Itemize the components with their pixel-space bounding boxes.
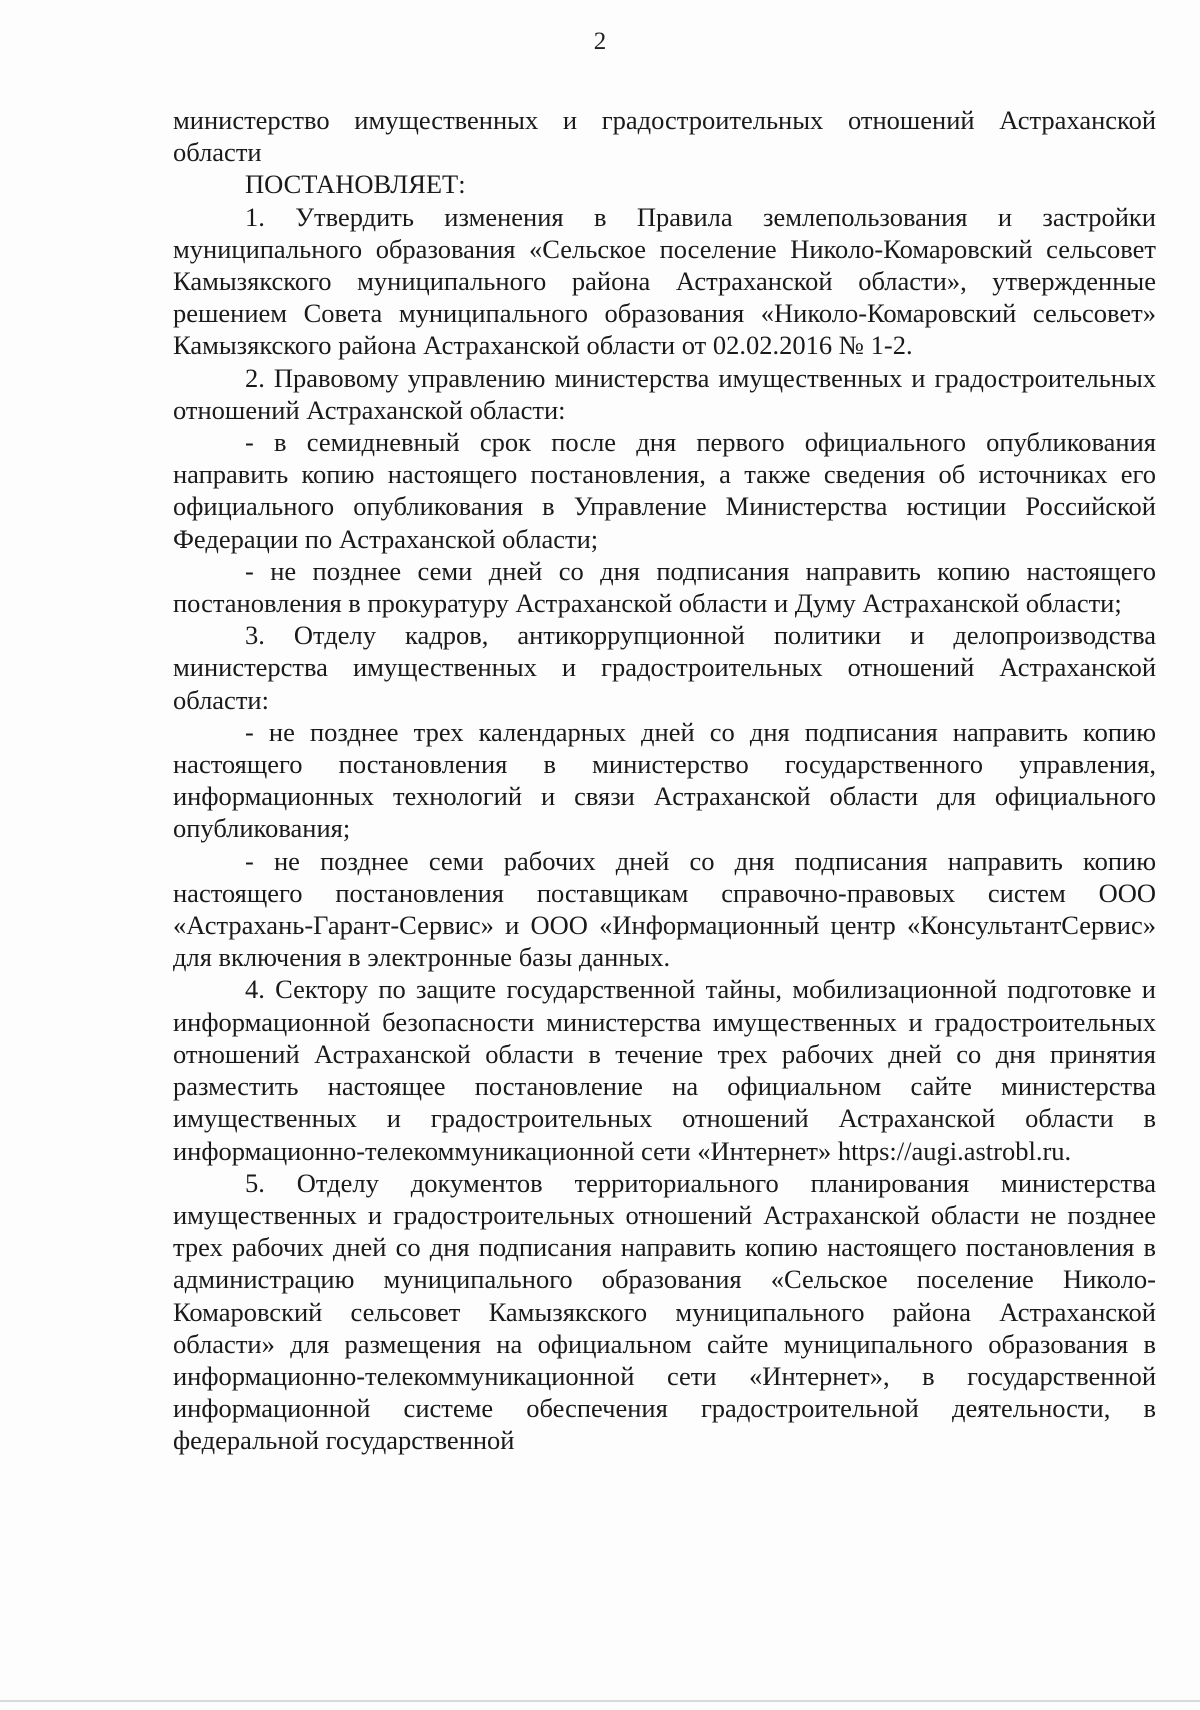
paragraph-item-3-sub-1: - не позднее трех календарных дней со дня подписания направить копию настоящего постановления в министерство государственного управления, информационных технологий и связи Астраханской области для официального опубликования;	[173, 716, 1156, 844]
page-number: 2	[593, 28, 607, 55]
paragraph-item-2-sub-2: - не позднее семи дней со дня подписания направить копию настоящего постановления в прокуратуру Астраханской области и Думу Астраханской области;	[173, 555, 1156, 619]
paragraph-item-3: 3. Отделу кадров, антикоррупционной политики и делопроизводства министерства имущественных и градостроительных отношений Астраханской области:	[173, 620, 1156, 715]
paragraph-item-3-sub-2: - не позднее семи рабочих дней со дня подписания направить копию настоящего постановления поставщикам справочно-правовых систем ООО «Астрахань-Гарант-Сервис» и ООО «Информационный центр «КонсультантСервис» для включения в электронные базы данных.	[173, 845, 1156, 973]
paragraph-resolves: ПОСТАНОВЛЯЕТ:	[245, 169, 466, 200]
page-bottom-edge	[0, 1700, 1200, 1702]
paragraph-item-2-sub-1: - в семидневный срок после дня первого официального опубликования направить копию настоящего постановления, а также сведения об источниках его официального опубликования в Управление Министерства юстиции Российской Федерации по Астраханской области;	[173, 427, 1156, 554]
document-body	[173, 104, 1156, 1457]
paragraph-intro: министерство имущественных и градостроительных отношений Астраханской области	[173, 105, 1156, 168]
paragraph-item-1: 1. Утвердить изменения в Правила землепользования и застройки муниципального образования «Сельское поселение Николо-Комаровский сельсовет Камызякского муниципального района Астраханской области», утвержденные решением Совета муниципального образования «Николо-Комаровский сельсовет» Камызякского района Астраханской области от 02.02.2016 № 1-2.	[173, 201, 1156, 361]
paragraph-item-4: 4. Сектору по защите государственной тайны, мобилизационной подготовке и информационной безопасности министерства имущественных и градостроительных отношений Астраханской области в течение трех рабочих дней со дня принятия разместить настоящее постановление на официальном сайте министерства имущественных и градостроительных отношений Астраханской области в информационно-телекоммуникационной сети «Интернет» https://augi.astrobl.ru.	[173, 974, 1156, 1166]
paragraph-item-5: 5. Отделу документов территориального планирования министерства имущественных и градостроительных отношений Астраханской области не позднее трех рабочих дней со дня подписания направить копию настоящего постановления в администрацию муниципального образования «Сельское поселение Николо-Комаровский сельсовет Камызякского муниципального района Астраханской области» для размещения на официальном сайте муниципального образования в информационно-телекоммуникационной сети «Интернет», в государственной информационной системе обеспечения градостроительной деятельности, в федеральной государственной	[173, 1167, 1156, 1456]
paragraph-item-2: 2. Правовому управлению министерства имущественных и градостроительных отношений Астраханской области:	[173, 362, 1156, 425]
